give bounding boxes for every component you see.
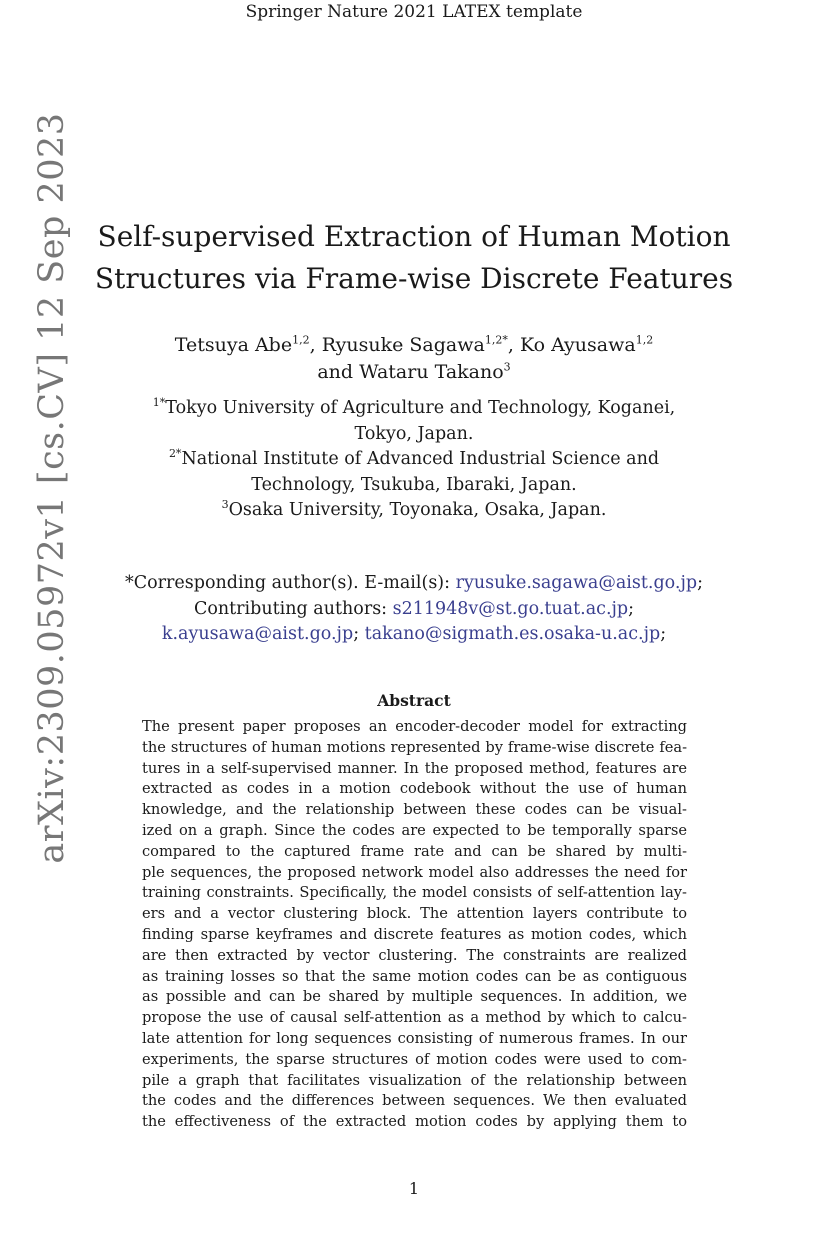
author-affil-sup: 1,2* xyxy=(484,333,508,347)
abstract-line: are then extracted by vector clustering. The constraints are realized xyxy=(142,946,687,964)
abstract-line: ized on a graph. Since the codes are expected to be temporally sparse xyxy=(142,821,687,839)
author-name: Ryusuke Sagawa xyxy=(321,334,485,356)
email-link[interactable]: takano@sigmath.es.osaka-u.ac.jp xyxy=(364,624,661,644)
contributing-emails-line xyxy=(90,622,738,648)
affiliation-2-cont: Technology, Tsukuba, Ibaraki, Japan. xyxy=(251,474,577,495)
abstract-line: tures in a self-supervised manner. In the proposed method, features are xyxy=(142,759,687,777)
abstract-line: propose the use of causal self-attention as a method by which to calcu- xyxy=(142,1009,687,1027)
author-name: and Wataru Takano xyxy=(317,361,504,383)
author-list: Tetsuya Abe$^{1,2}$, Ryusuke Sagawa$^{1,2*}$, Ko Ayusawa$^{1,2}$ and Wataru Takano$^3$ xyxy=(174,333,654,383)
title-line-2: Structures via Frame-wise Discrete Features xyxy=(94,262,734,295)
arxiv-identifier-stamp: arXiv:2309.05972v1 [cs.CV] 12 Sep 2023 xyxy=(32,112,72,864)
abstract-body xyxy=(142,717,687,1133)
affiliation-text: Tokyo University of Agriculture and Technology, Koganei, xyxy=(165,398,676,418)
abstract-line: the codes and the differences between sequences. We then evaluated xyxy=(142,1092,687,1110)
email-link[interactable]: s211948v@st.go.tuat.ac.jp xyxy=(392,598,629,619)
abstract-line: pile a graph that facilitates visualization of the relationship between xyxy=(142,1071,687,1089)
abstract-line: knowledge, and the relationship between these codes can be visual- xyxy=(142,801,687,819)
email-link[interactable]: ryusuke.sagawa@aist.go.jp xyxy=(455,573,698,593)
affiliation-list xyxy=(110,396,718,524)
abstract-line: training constraints. Specifically, the model consists of self-attention lay- xyxy=(142,884,687,902)
email-link[interactable]: k.ayusawa@aist.go.jp xyxy=(161,624,354,644)
affiliation-text: National Institute of Advanced Industrial Science and xyxy=(181,449,660,469)
affiliation-2 xyxy=(110,447,718,473)
affiliation-1-cont: Tokyo, Japan. xyxy=(354,423,474,444)
paper-title xyxy=(90,216,738,300)
separator: ; xyxy=(628,598,635,619)
contributing-label: Contributing authors: xyxy=(193,598,393,619)
title-line-1: Self-supervised Extraction of Human Motion xyxy=(97,220,731,253)
abstract-line: extracted as codes in a motion codebook without the use of human xyxy=(142,780,687,798)
abstract-line: the structures of human motions represented by frame-wise discrete fea- xyxy=(142,738,687,756)
affiliation-3 xyxy=(110,498,718,524)
abstract-line: experiments, the sparse structures of motion codes were used to com- xyxy=(142,1050,687,1068)
author-affil-sup: 1,2 xyxy=(292,333,310,347)
author-affil-sup: 3 xyxy=(503,360,511,374)
affiliation-text: Osaka University, Toyonaka, Osaka, Japan. xyxy=(228,500,607,520)
abstract-line: ers and a vector clustering block. The attention layers contribute to xyxy=(142,905,687,923)
corresponding-author-line xyxy=(90,571,738,597)
author-affil-sup: 1,2 xyxy=(635,333,654,347)
author-name: Ko Ayusawa xyxy=(519,334,636,356)
abstract-heading: Abstract xyxy=(377,691,451,710)
affiliation-sup: 1* xyxy=(152,396,166,410)
affiliation-sup: 3 xyxy=(221,498,229,512)
affiliation-1 xyxy=(110,396,718,422)
abstract-line: ple sequences, the proposed network model also addresses the need for xyxy=(142,863,687,881)
running-head: Springer Nature 2021 LATEX template xyxy=(245,2,583,22)
contact-block xyxy=(90,571,738,648)
author-name: Tetsuya Abe xyxy=(174,334,293,356)
page-number: 1 xyxy=(408,1179,420,1198)
separator: ; xyxy=(353,624,365,644)
separator: ; xyxy=(660,624,667,644)
abstract-line: compared to the captured frame rate and can be shared by multi- xyxy=(142,842,687,860)
abstract-line: as training losses so that the same motion codes can be as contiguous xyxy=(142,967,687,985)
corresponding-label: *Corresponding author(s). E-mail(s): xyxy=(125,573,456,593)
affiliation-sup: 2* xyxy=(168,447,182,461)
abstract-line: the effectiveness of the extracted motion codes by applying them to xyxy=(142,1113,687,1131)
abstract-line: late attention for long sequences consisting of numerous frames. In our xyxy=(142,1029,687,1047)
abstract-line: The present paper proposes an encoder-decoder model for extracting xyxy=(142,718,687,735)
abstract-line: finding sparse keyframes and discrete features as motion codes, which xyxy=(142,925,687,943)
separator: ; xyxy=(697,573,703,593)
contributing-authors-line xyxy=(90,597,738,623)
abstract-line: as possible and can be shared by multiple sequences. In addition, we xyxy=(142,988,687,1006)
